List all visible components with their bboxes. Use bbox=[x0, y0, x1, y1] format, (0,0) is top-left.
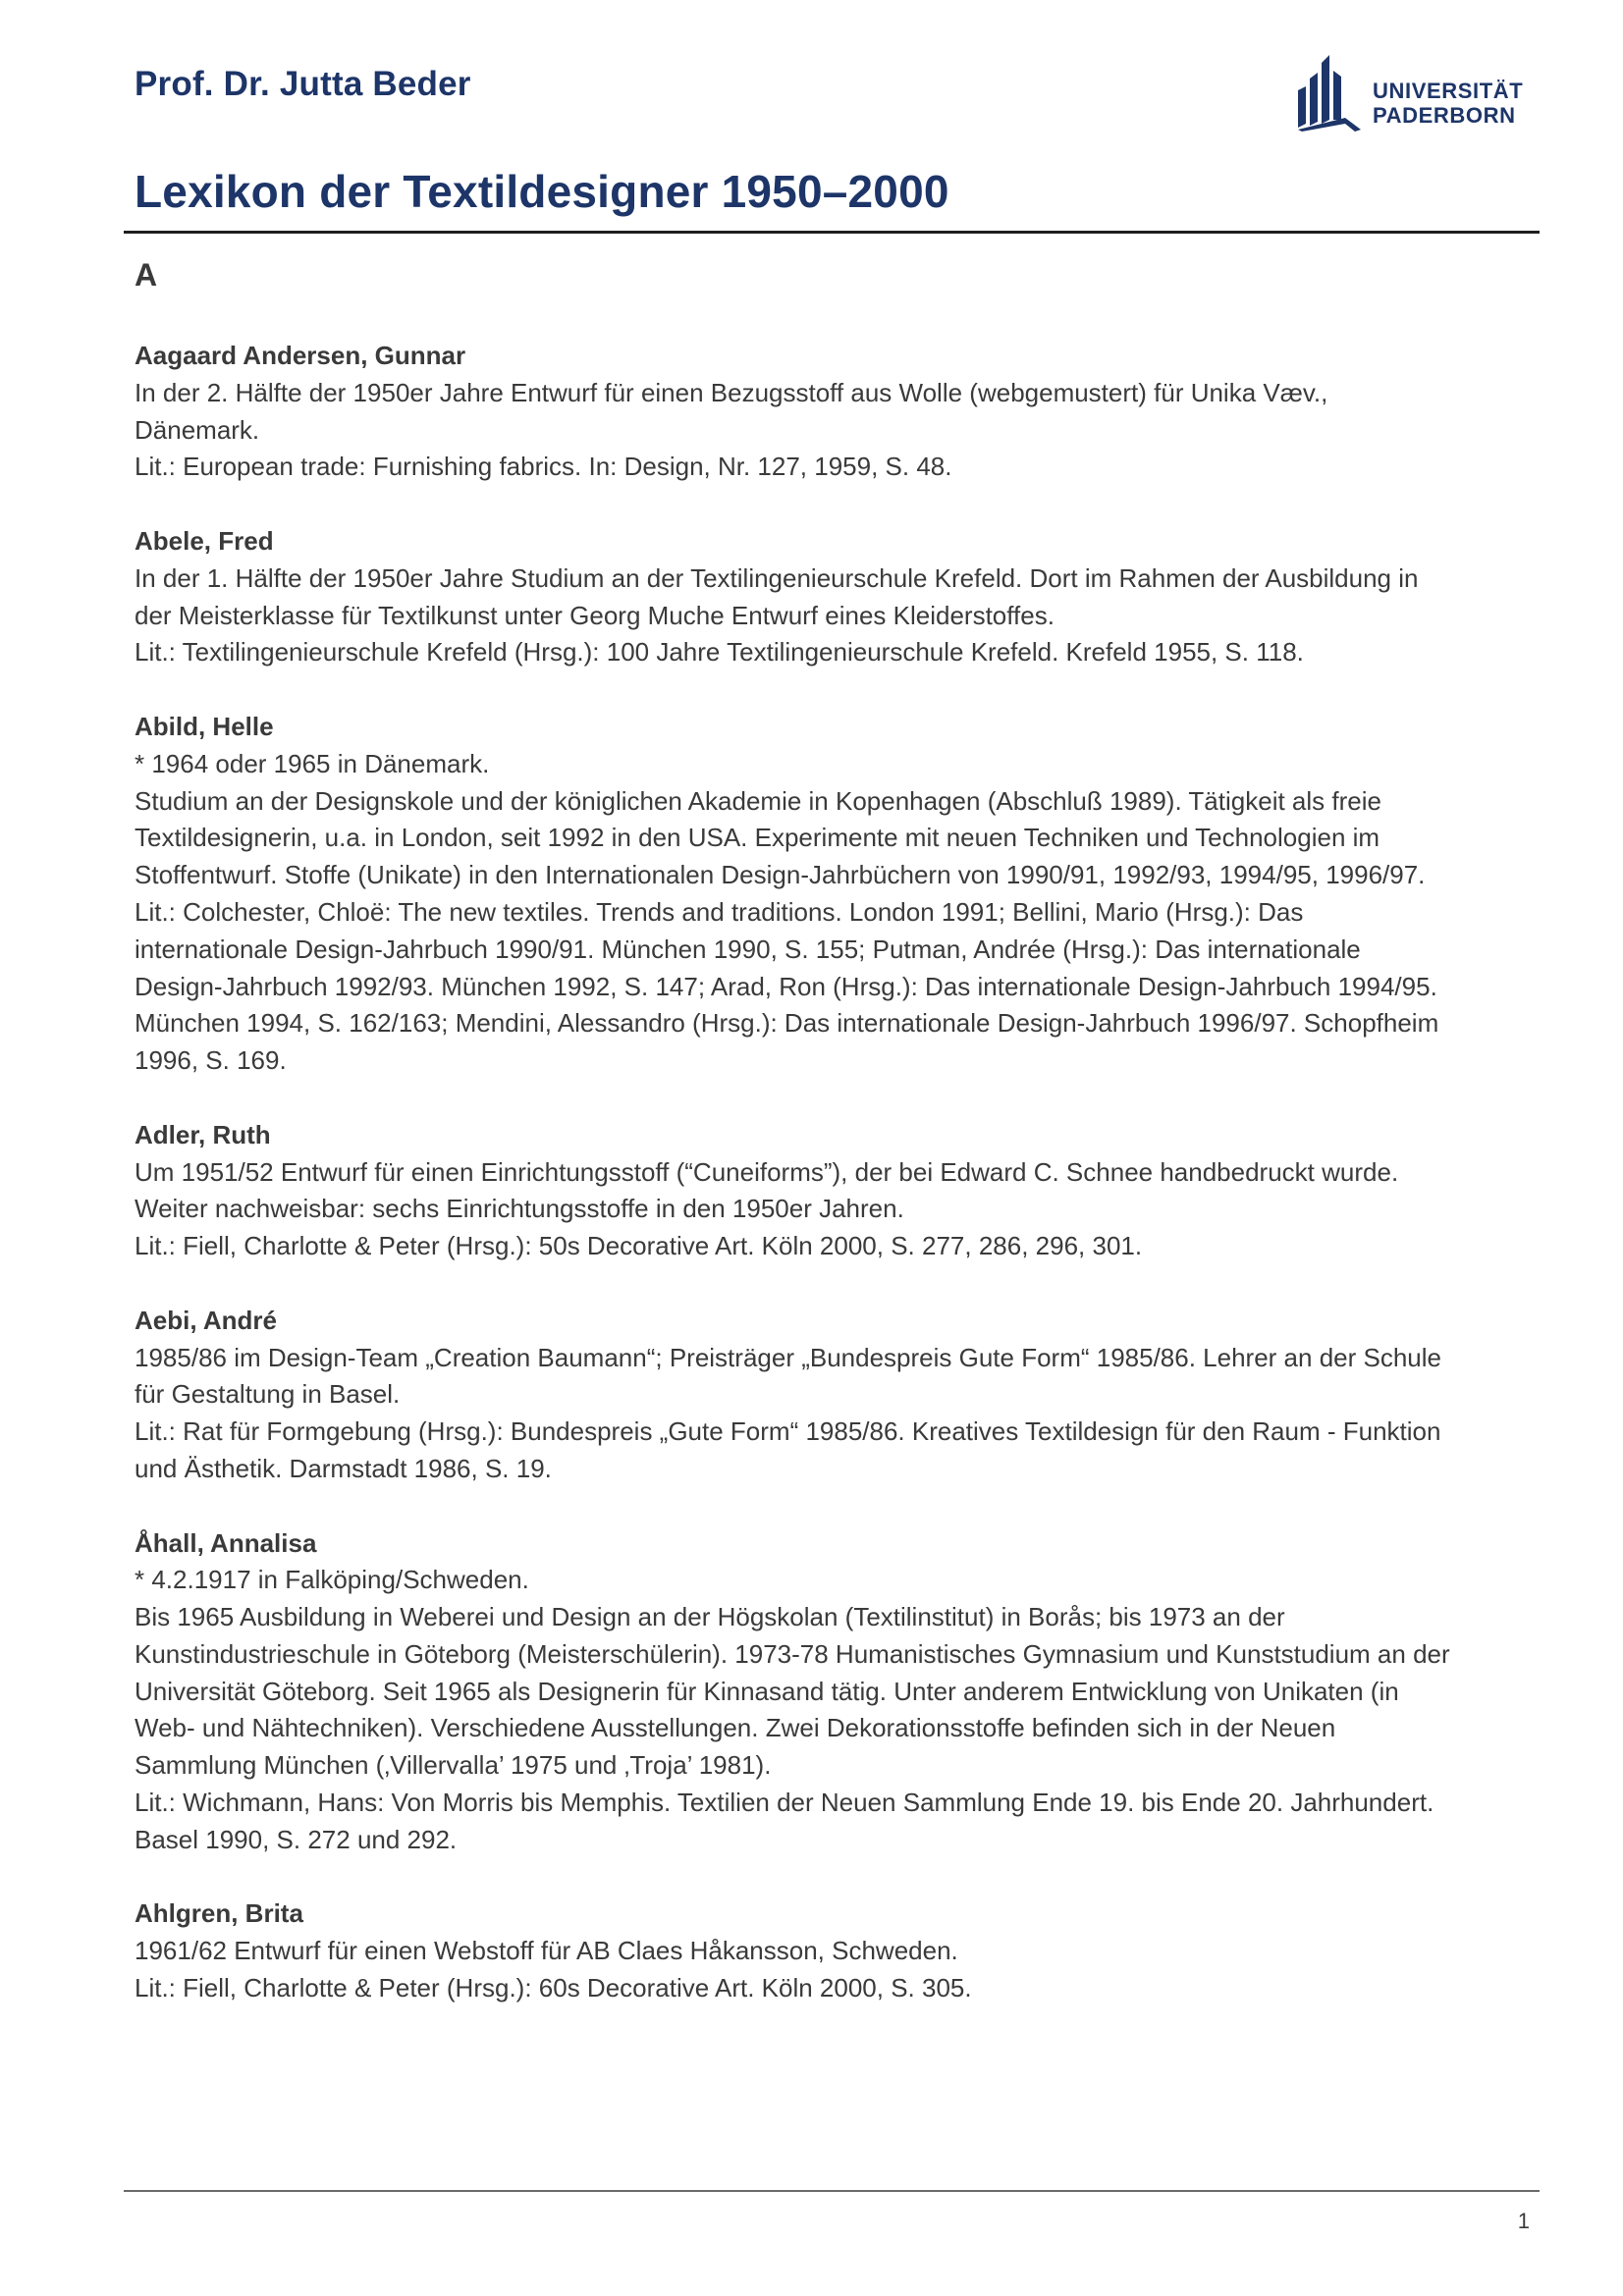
entry-name: Aagaard Andersen, Gunnar bbox=[135, 341, 466, 370]
entry-list bbox=[135, 338, 1450, 2045]
entry-name: Ahlgren, Brita bbox=[135, 1898, 303, 1929]
university-logo-icon bbox=[1296, 51, 1365, 132]
entry-name: Abild, Helle bbox=[135, 711, 274, 741]
entry-literature: Lit.: Rat für Formgebung (Hrsg.): Bundespreis „Gute Form“ 1985/86. Kreatives Textildesign für den Raum - Funktion und Ästhetik. Darmstadt 1986, S. 19. bbox=[135, 1416, 1441, 1483]
entry-literature: Lit.: Colchester, Chloë: The new textiles. Trends and traditions. London 1991; Bellini, Mario (Hrsg.): Das internationale Design-Jahrbuch 1990/91. München 1990, S. 155; Putman, Andrée (Hrsg.): Das internationale Design-Jahrbuch 1992/93. München 1992, S. 147; Arad, Ron (Hrsg.): Das internationale Design-Jahrbuch 1994/95. München 1994, S. 162/163; Mendini, Alessandro (Hrsg.): Das internationale Design-Jahrbuch 1996/97. Schopfheim 1996, S. 169. bbox=[135, 896, 1439, 1076]
author-name: Prof. Dr. Jutta Beder bbox=[135, 65, 471, 103]
entry-name: Abele, Fred bbox=[135, 525, 274, 556]
entry-text: Um 1951/52 Entwurf für einen Einrichtungsstoff (“Cuneiforms”), der bei Edward C. Schnee handbedruckt wurde. Weiter nachweisbar: sechs Einrichtungsstoffe in den 1950er Jahren. bbox=[135, 1156, 1399, 1224]
logo-line-1: UNIVERSITÄT bbox=[1373, 79, 1524, 103]
entry-name: Adler, Ruth bbox=[135, 1119, 271, 1149]
entry-literature: Lit.: European trade: Furnishing fabrics. In: Design, Nr. 127, 1959, S. 48. bbox=[135, 452, 952, 482]
entry-text: 1961/62 Entwurf für einen Webstoff für AB Claes Håkansson, Schweden. bbox=[135, 1936, 958, 1966]
lexicon-entry bbox=[135, 338, 1450, 486]
lexicon-entry bbox=[135, 523, 1450, 671]
section-letter: A bbox=[135, 257, 158, 293]
entry-name: Åhall, Annalisa bbox=[135, 1527, 317, 1558]
title-divider bbox=[124, 231, 1540, 234]
lexicon-entry bbox=[135, 1525, 1450, 1859]
university-logo bbox=[1296, 51, 1532, 132]
page-number: 1 bbox=[1517, 2209, 1530, 2233]
entry-name: Aebi, André bbox=[135, 1305, 277, 1335]
entry-text: 1985/86 im Design-Team „Creation Baumann“; Preisträger „Bundespreis Gute Form“ 1985/86. Lehrer an der Schule für Gestaltung in Basel. bbox=[135, 1342, 1442, 1410]
lexicon-entry bbox=[135, 1896, 1450, 2006]
entry-birth: * 1964 oder 1965 in Dänemark. bbox=[135, 748, 490, 778]
entry-literature: Lit.: Wichmann, Hans: Von Morris bis Memphis. Textilien der Neuen Sammlung Ende 19. bis Ende 20. Jahrhundert. Basel 1990, S. 272 und 292. bbox=[135, 1788, 1434, 1854]
lexicon-entry bbox=[135, 1117, 1450, 1265]
entry-literature: Lit.: Fiell, Charlotte & Peter (Hrsg.): 50s Decorative Art. Köln 2000, S. 277, 286, 296, 301. bbox=[135, 1231, 1143, 1261]
logo-line-2: PADERBORN bbox=[1373, 103, 1516, 128]
entry-text: Bis 1965 Ausbildung in Weberei und Design an der Högskolan (Textilinstitut) in Borås; bis 1973 an der Kunstindustrieschule in Göteborg (Meisterschülerin). 1973-78 Humanistisches Gymnasium und Kunststudium an der Universität Göteborg. Seit 1965 als Designerin für Kinnasand tätig. Unter anderem Entwicklung von Unikaten (in Web- und Nähtechniken). Verschiedene Ausstellungen. Zwei Dekorationsstoffe befinden sich in der Neuen Sammlung München (‚Villervalla’ 1975 und ‚Troja’ 1981). bbox=[135, 1602, 1450, 1781]
footer-divider bbox=[124, 2190, 1540, 2192]
entry-literature: Lit.: Fiell, Charlotte & Peter (Hrsg.): 60s Decorative Art. Köln 2000, S. 305. bbox=[135, 1973, 972, 2003]
university-logo-wordmark bbox=[1373, 79, 1523, 128]
entry-text: In der 2. Hälfte der 1950er Jahre Entwurf für einen Bezugsstoff aus Wolle (webgemustert) für Unika Væv., Dänemark. bbox=[135, 377, 1328, 445]
entry-birth: * 4.2.1917 in Falköping/Schweden. bbox=[135, 1565, 529, 1595]
lexicon-entry bbox=[135, 1303, 1450, 1488]
entry-text: Studium an der Designskole und der königlichen Akademie in Kopenhagen (Abschluß 1989). Tätigkeit als freie Textildesignerin, u.a. in London, seit 1992 in den USA. Experimente mit neuen Techniken und Technologien im Stoffentwurf. Stoffe (Unikate) in den Internationalen Design-Jahrbüchern von 1990/91, 1992/93, 1994/95, 1996/97. bbox=[135, 785, 1426, 890]
entry-text: In der 1. Hälfte der 1950er Jahre Studium an der Textilingenieurschule Krefeld. Dort im Rahmen der Ausbildung in der Meisterklasse für Textilkunst unter Georg Muche Entwurf eines Kleiderstoffes. bbox=[135, 562, 1419, 630]
document-title: Lexikon der Textildesigner 1950–2000 bbox=[135, 166, 949, 217]
lexicon-entry bbox=[135, 709, 1450, 1080]
entry-literature: Lit.: Textilingenieurschule Krefeld (Hrsg.): 100 Jahre Textilingenieurschule Krefeld. Krefeld 1955, S. 118. bbox=[135, 637, 1304, 667]
